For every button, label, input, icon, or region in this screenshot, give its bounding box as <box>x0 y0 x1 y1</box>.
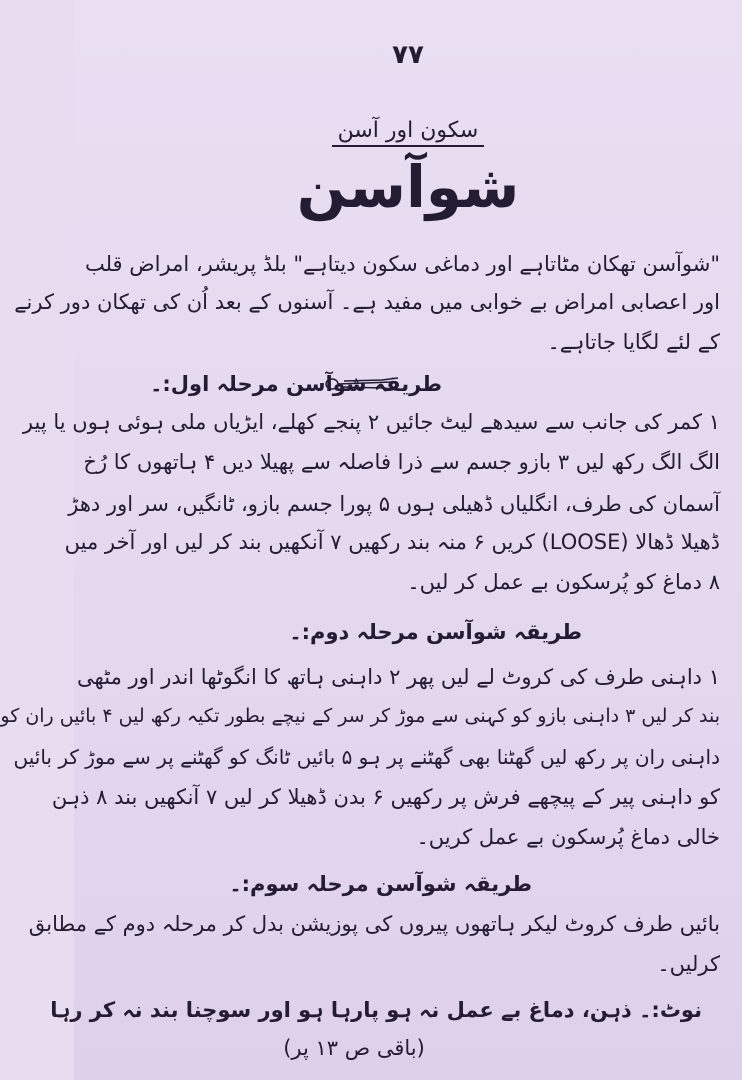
stage2-heading: طریقہ شوآسن مرحلہ دوم:۔ <box>289 620 582 644</box>
note-text: نوٹ:۔ ذہن، دماغ بے عمل نہ ہو پارہا ہو اور سوچنا بند نہ کر رہا <box>50 998 702 1022</box>
continued-on-page: (باقی ص ۱۳ پر) <box>283 1036 425 1060</box>
stage3-heading: طریقہ شوآسن مرحلہ سوم:۔ <box>229 872 532 896</box>
stage2-line-4: کو داہنی پیر کے پیچھے فرش پر رکھیں ۶ بدن ڈھیلا کر لیں ۷ آنکھیں بند ۸ ذہن <box>51 785 720 809</box>
article-subtitle <box>74 118 742 147</box>
stage1-line-4: ڈھیلا ڈھالا (LOOSE) کریں ۶ منہ بند رکھیں ۷ آنکھیں بند کر لیں اور آخر میں <box>64 530 720 554</box>
article-title: شوآسن <box>296 153 520 221</box>
stage2-line-1: ۱ داہنی طرف کی کروٹ لے لیں پھر ۲ داہنی ہاتھ کا انگوٹھا اندر اور مٹھی <box>77 665 720 689</box>
article-subtitle-text: سکون اور آسن <box>332 118 485 147</box>
stage3-line-1: بائیں طرف کروٹ لیکر ہاتھوں پیروں کی پوزیشن بدل کر مرحلہ دوم کے مطابق <box>28 912 720 936</box>
stage1-line-5: ۸ دماغ کو پُرسکون بے عمل کر لیں۔ <box>407 570 720 594</box>
lying-figure-illustration <box>322 372 402 396</box>
stage1-line-2: الگ الگ رکھ لیں ۳ بازو جسم سے ذرا فاصلہ سے پھیلا دیں ۴ ہاتھوں کا رُخ <box>83 450 720 474</box>
stage3-line-2: کرلیں۔ <box>657 952 720 976</box>
intro-line-3: کے لئے لگایا جاتاہے۔ <box>547 330 720 354</box>
stage1-heading: طریقہ شوآسن مرحلہ اول:۔ <box>150 372 442 396</box>
stage2-line-5: خالی دماغ پُرسکون بے عمل کریں۔ <box>416 825 720 849</box>
page-number: ۷۷ <box>392 40 424 70</box>
stage1-line-1: ۱ کمر کی جانب سے سیدھے لیٹ جائیں ۲ پنجے کھلے، ایڑیاں ملی ہوئی ہوں یا پیر <box>22 410 720 434</box>
intro-line-2: اور اعصابی امراض بے خوابی میں مفید ہے۔ آسنوں کے بعد اُن کی تھکان دور کرنے <box>14 290 720 314</box>
stage2-line-2: بند کر لیں ۳ داہنی بازو کو کہنی سے موڑ کر سر کے نیچے بطور تکیہ رکھ لیں ۴ بائیں ران کو <box>0 705 720 727</box>
intro-line-1: "شوآسن تھکان مٹاتاہے اور دماغی سکون دیتاہے" بلڈ پریشر، امراض قلب <box>84 252 720 276</box>
stage2-line-3: داہنی ران پر رکھ لیں گھٹنا بھی گھٹنے پر ہو ۵ بائیں ٹانگ کو گھٹنے پر سے موڑ کر بائیں <box>13 745 720 769</box>
stage1-line-3: آسمان کی طرف، انگلیاں ڈھیلی ہوں ۵ پورا جسم بازو، ٹانگیں، سر اور دھڑ <box>68 492 720 516</box>
